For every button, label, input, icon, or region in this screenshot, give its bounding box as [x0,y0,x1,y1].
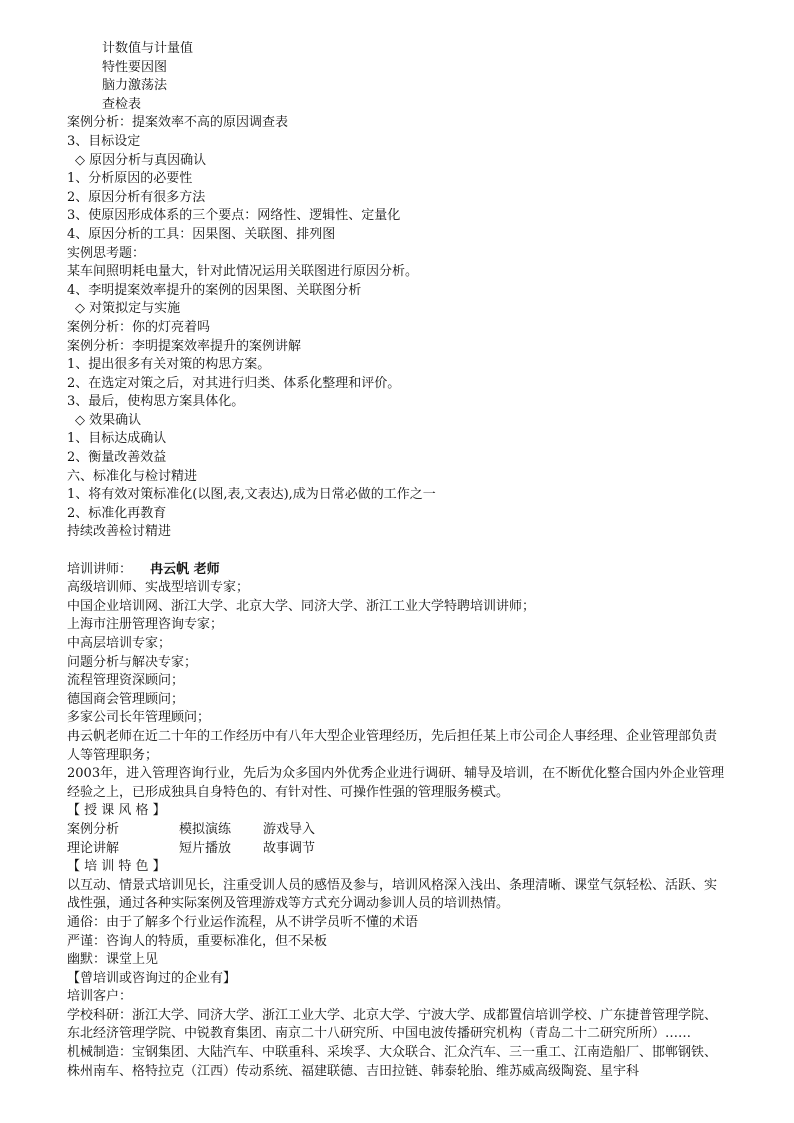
text-line: 案例分析：你的灯亮着吗 [67,319,211,335]
trainer-credential: 流程管理资深顾问； [67,673,185,689]
feature-paragraph: 以互动、情景式培训见长，注重受训人员的感悟及参与，培训风格深入浅出、条理清晰、课堂气氛轻松、活跃、实战性强，通过各种实际案例及管理游戏等方式充分调动参训人员的培训热情。 [67,877,718,912]
text-line: 案例分析：提案效率不高的原因调查表 [67,115,289,131]
trainer-name: 冉云帆 老师 [150,561,220,577]
tool-item: 脑力激荡法 [102,78,168,94]
text-line: 2、标准化再教育 [67,505,167,521]
text-line: 持续改善检讨精进 [67,524,172,540]
text-line: 3、目标设定 [67,133,141,149]
clients-label: 培训客户： [67,989,133,1005]
trainer-credential: 问题分析与解决专家； [67,654,198,670]
text-line: 2、在选定对策之后，对其进行归类、体系化整理和评价。 [67,375,401,391]
feature-line: 幽默：课堂上见 [67,952,159,968]
style-cell: 模拟演练 [179,821,232,837]
bio-paragraph: 2003年，进入管理咨询行业，先后为众多国内外优秀企业进行调研、辅导及培训，在不断优化整合国内外企业管理经验之上，已形成独具自身特色的、有针对性、可操作性强的管理服务模式。 [67,766,725,800]
trainer-heading [67,561,727,580]
text-line: 3、最后，使构思方案具体化。 [67,394,245,410]
style-cell: 游戏导入 [263,821,316,837]
text-line: 某车间照明耗电量大，针对此情况运用关联图进行原因分析。 [67,264,419,280]
teaching-style-heading: 【 授 课 风 格 】 [67,803,166,819]
training-feature-heading: 【 培 训 特 色 】 [67,859,166,875]
text-line: 2、原因分析有很多方法 [67,189,206,205]
text-line: 1、分析原因的必要性 [67,171,193,187]
text-line: 4、李明提案效率提升的案例的因果图、关联图分析 [67,282,362,298]
style-cell: 故事调节 [263,840,316,856]
tool-item: 查检表 [102,96,142,112]
feature-line: 严谨：咨询人的特质，重要标准化，但不呆板 [67,933,328,949]
clients-heading: 【曾培训或咨询过的企业有】 [67,970,237,986]
tool-item: 计数值与计量值 [102,41,194,56]
style-cell: 理论讲解 [67,840,120,856]
trainer-credential: 多家公司长年管理顾问； [67,710,211,726]
section-heading-standardize: 六、标准化与检讨精进 [67,468,198,484]
section-heading-measure: ◇ 对策拟定与实施 [75,301,181,317]
teaching-style-row [67,840,727,859]
teaching-style-row [67,821,727,840]
text-line: 案例分析：李明提案效率提升的案例讲解 [67,338,302,354]
text-line: 3、使原因形成体系的三个要点：网络性、逻辑性、定量化 [67,208,401,224]
clients-machine-paragraph: 机械制造：宝钢集团、大陆汽车、中联重科、采埃孚、大众联合、汇众汽车、三一重工、江南造船厂、邯郸钢铁、株州南车、格特拉克（江西）传动系统、福建联德、吉田拉链、韩泰轮胎、维苏威高级陶瓷、星宇科 [67,1045,718,1079]
text-line: 1、将有效对策标准化(以图,表,文表达),成为日常必做的工作之一 [67,487,436,503]
clients-school-paragraph: 学校科研：浙江大学、同济大学、浙江工业大学、北京大学、宁波大学、成都置信培训学校、广东捷普管理学院、东北经济管理学院、中锐教育集团、南京二十八研究所、中国电波传播研究机构（青岛二十二研究所所）…… [67,1007,718,1042]
style-cell: 案例分析 [67,821,120,837]
trainer-credential: 中高层培训专家； [67,636,172,651]
style-cell: 短片播放 [179,840,232,856]
bio-paragraph: 冉云帆老师在近二十年的工作经历中有八年大型企业管理经历，先后担任某上市公司企人事经理、企业管理部负责人等管理职务； [67,728,718,763]
trainer-credential: 德国商会管理顾问； [67,691,185,707]
text-line: 2、衡量改善效益 [67,450,167,466]
tools-list [67,40,727,114]
feature-line: 通俗：由于了解多个行业运作流程，从不讲学员听不懂的术语 [67,914,419,930]
spacer [67,542,727,561]
trainer-credential: 上海市注册管理咨询专家； [67,617,224,633]
tool-item: 特性要因图 [102,59,168,75]
text-line: 1、目标达成确认 [67,431,167,447]
section-heading-cause: ◇ 原因分析与真因确认 [75,152,207,168]
text-line: 4、原因分析的工具：因果图、关联图、排列图 [67,226,336,242]
section-heading-effect: ◇ 效果确认 [75,412,142,428]
trainer-label: 培训讲师： [67,561,133,577]
trainer-credential: 中国企业培训网、浙江大学、北京大学、同济大学、浙江工业大学特聘培训讲师； [67,598,536,614]
document-page [67,40,727,1081]
text-line: 1、提出很多有关对策的构思方案。 [67,357,271,373]
text-line: 实例思考题： [67,245,146,261]
trainer-credential: 高级培训师、实战型培训专家； [67,580,250,596]
